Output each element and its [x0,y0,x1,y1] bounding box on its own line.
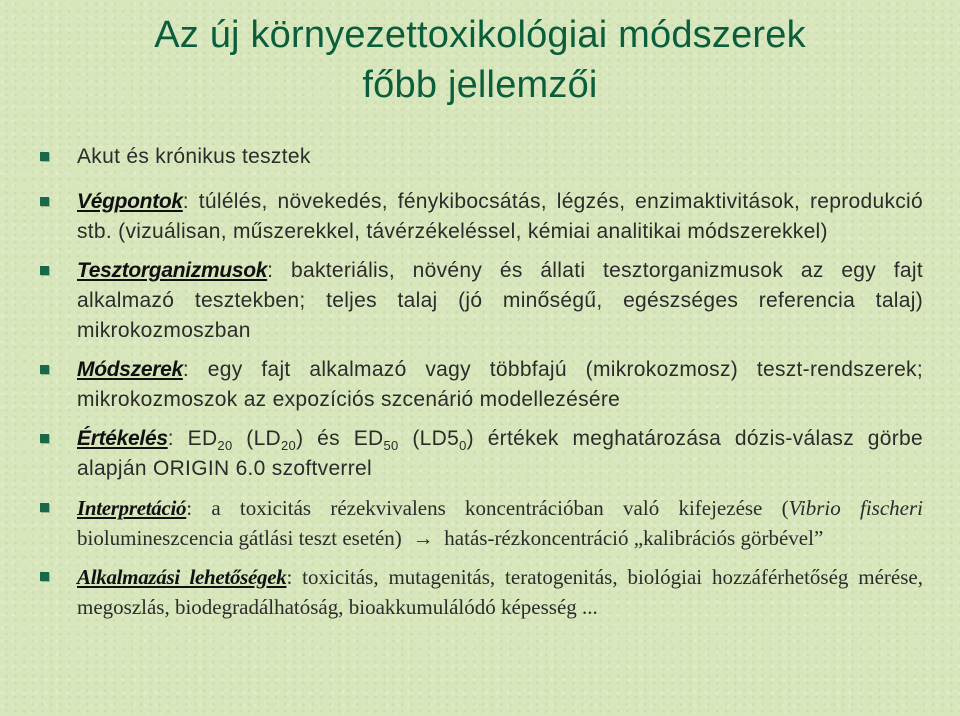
item-text: : bakteriális, növény és állati tesztorganizmusok az egy fajt alkalmazó tesztekben; teljes talaj (jó minőségű, egészséges referencia talaj) mikrokozmoszban [77,259,923,342]
ld5-open: (LD5 [412,427,460,450]
ed20-subscript: 20 [217,438,233,453]
species-name: Vibrio fischeri [788,496,923,520]
item-colon: : [167,427,174,450]
item-text: Akut és krónikus tesztek [77,145,311,168]
item-term: Tesztorganizmusok [77,259,268,282]
list-item-akut [40,142,923,172]
item-term: Végpontok [77,190,183,213]
bullet-list [40,142,923,622]
square-bullet-icon [40,266,49,275]
ld50-subscript: 0 [459,438,467,453]
item-text: : túlélés, növekedés, fénykibocsátás, légzés, enzimaktivitások, reprodukció stb. (vizuálisan, műszerekkel, távérzékeléssel, kémiai analitikai módszerekkel) [77,190,923,243]
list-item-tesztorganizmusok [40,256,923,346]
slide-title [20,10,940,110]
square-bullet-icon [40,434,49,443]
item-text: ) értékek meghatározása dózis-válasz görbe alapján ORIGIN 6.0 szoftverrel [77,427,924,480]
item-term: Interpretáció [77,496,187,520]
item-text-b: biolumineszcencia gátlási teszt esetén) [77,526,402,550]
item-term: Alkalmazási lehetőségek [77,565,287,589]
square-bullet-icon [40,572,49,581]
item-text-a: : a toxicitás rézekvivalens koncentrációban való kifejezése ( [186,496,789,520]
title-line-2: főbb jellemzői [362,64,598,106]
item-term: Módszerek [77,358,183,381]
square-bullet-icon [40,503,49,512]
right-arrow-icon: → [412,526,434,550]
square-bullet-icon [40,365,49,374]
ed-label: ED [187,427,218,450]
item-text-c: hatás-rézkoncentráció „kalibrációs görbével” [444,526,824,550]
list-item-alkalmazasi [40,562,923,622]
item-text: : egy fajt alkalmazó vagy többfajú (mikrokozmosz) teszt-rendszerek; mikrokozmoszok az expozíciós szcenárió modellezésére [77,358,923,411]
list-item-interpretacio [40,493,923,553]
es-ed-text: ) és ED [296,427,384,450]
list-item-modszerek [40,355,923,415]
item-term: Értékelés [77,427,168,450]
list-item-ertekeles [40,424,923,484]
ld20-subscript: 20 [281,438,297,453]
square-bullet-icon [40,197,49,206]
title-line-1: Az új környezettoxikológiai módszerek [154,14,806,56]
ed50-subscript: 50 [383,438,399,453]
ld-open: (LD [246,427,282,450]
item-text: : toxicitás, mutagenitás, teratogenitás, biológiai hozzáférhetőség mérése, megoszlás, biodegradálhatóság, bioakkumulálódó képesség ... [77,565,923,619]
list-item-vegpontok [40,187,923,247]
square-bullet-icon [40,152,49,161]
